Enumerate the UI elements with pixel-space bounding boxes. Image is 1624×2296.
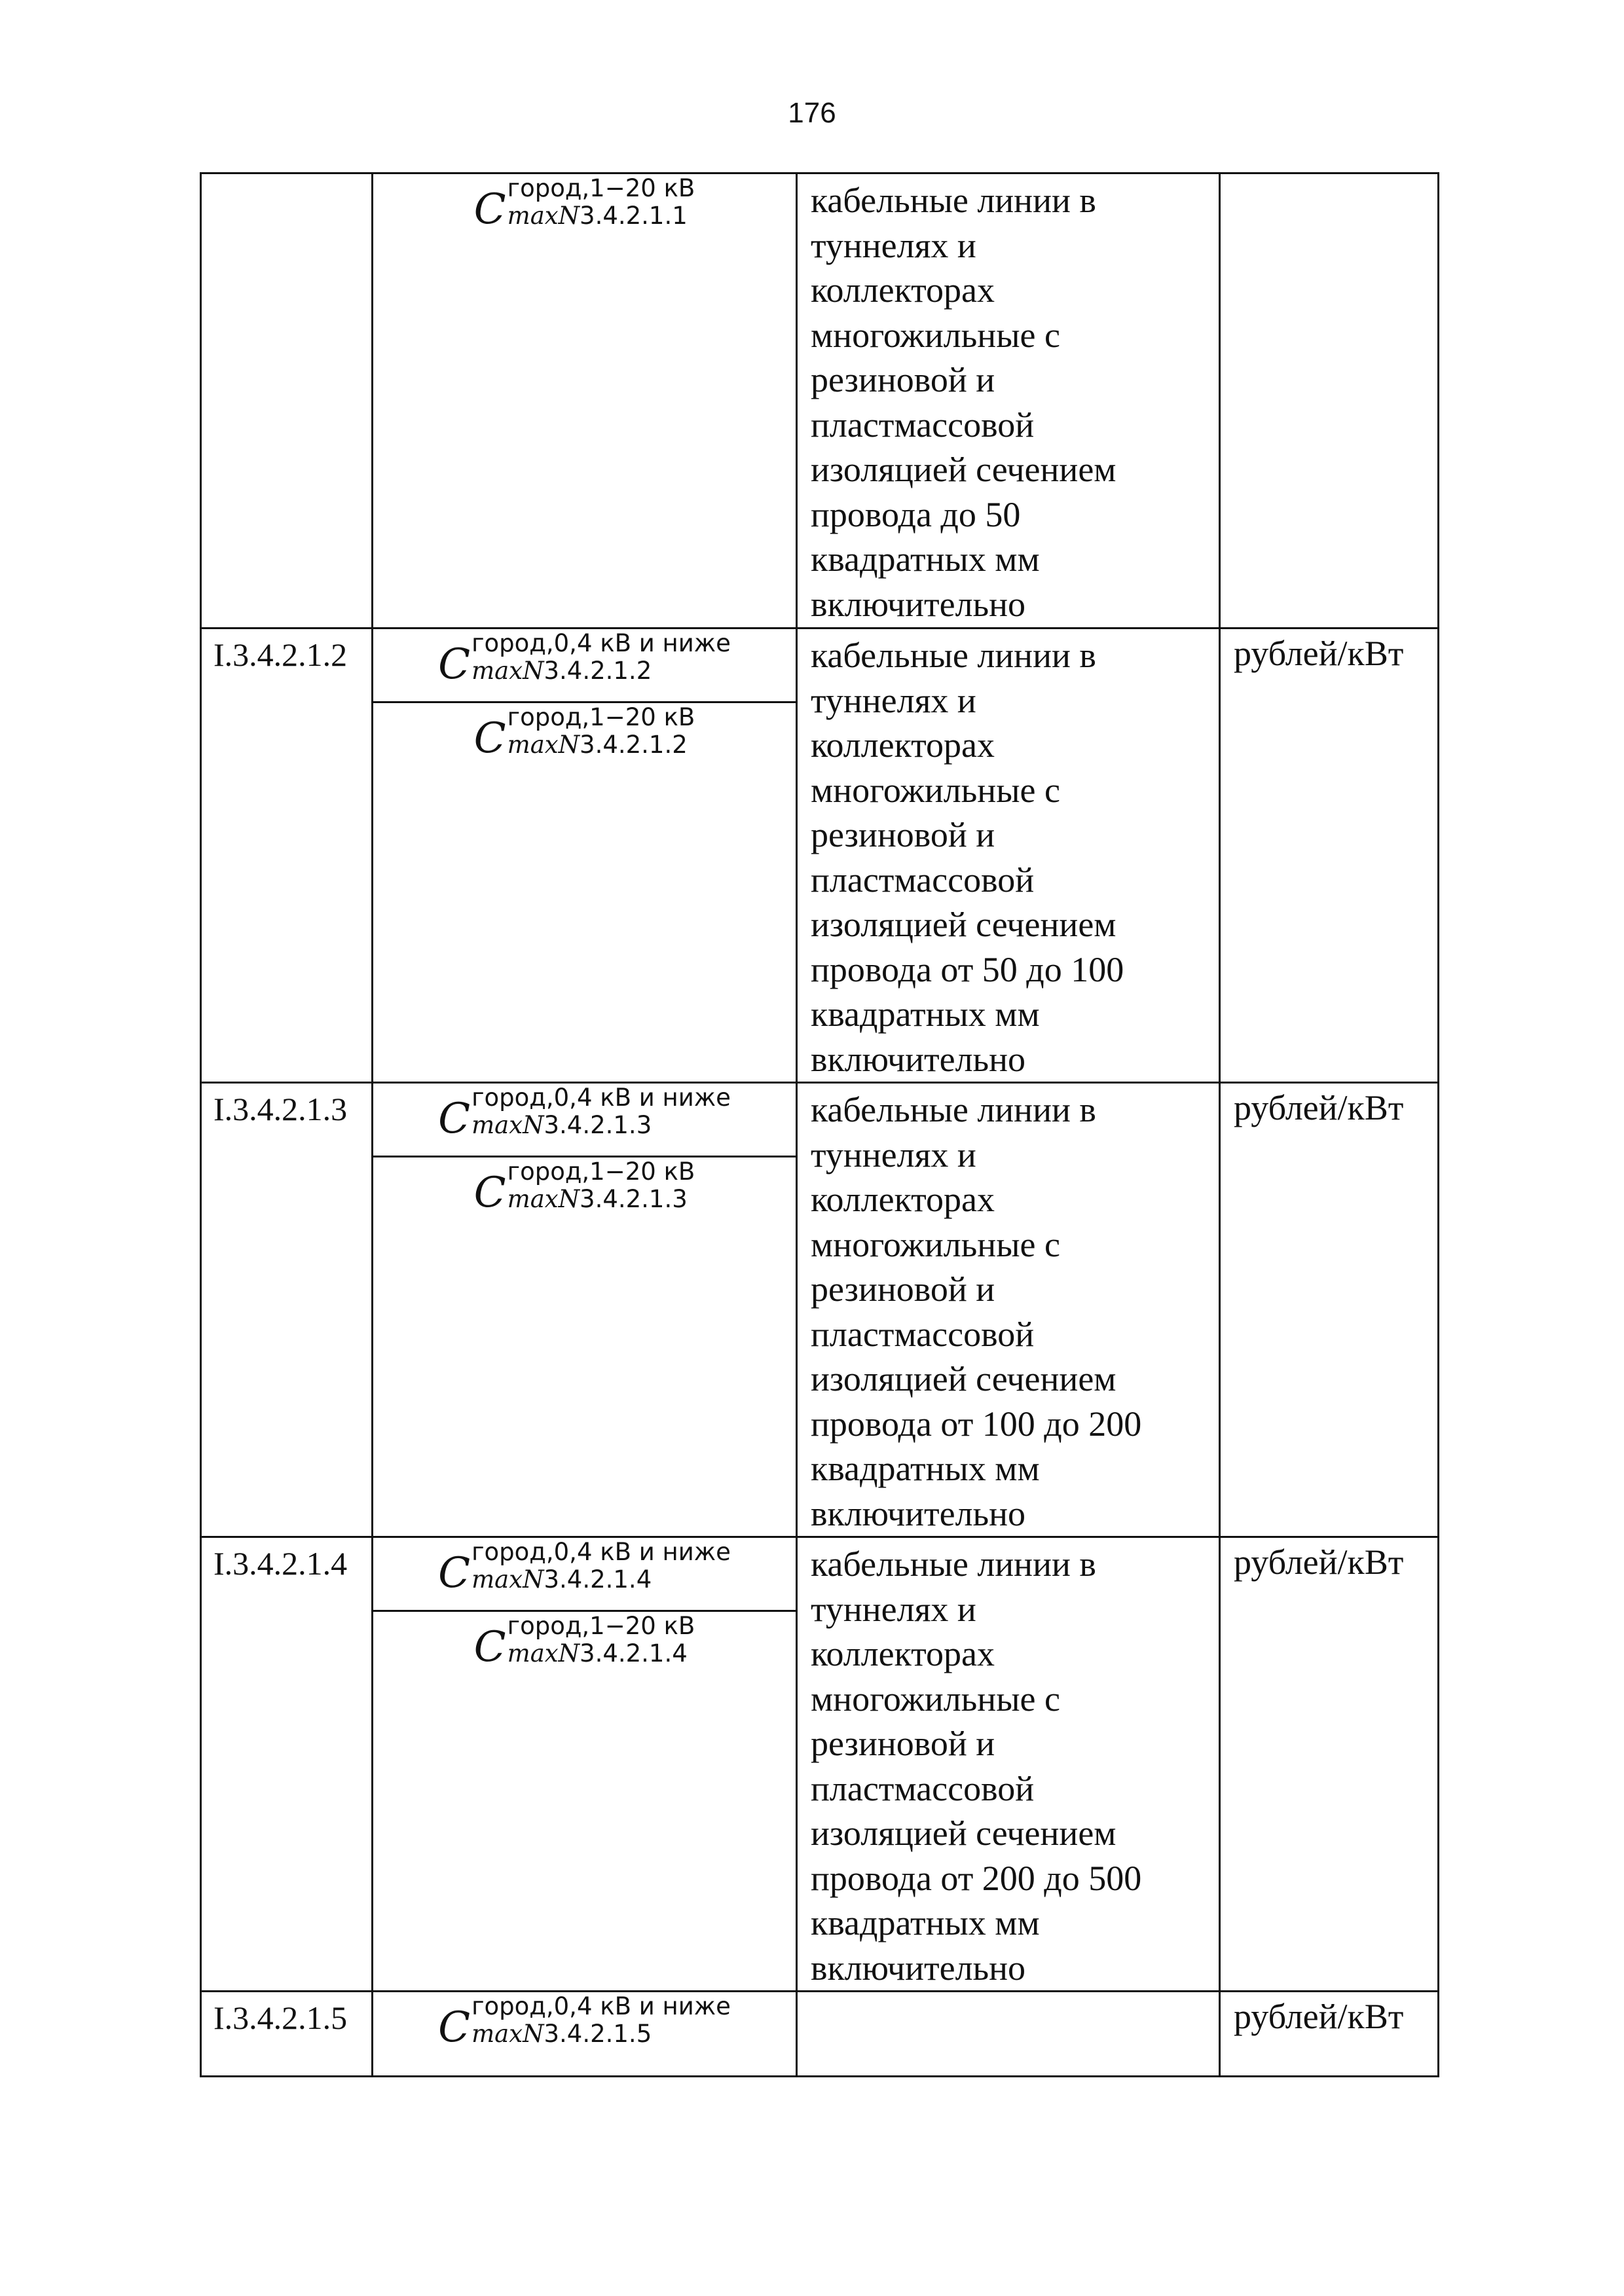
description-line: туннелях и <box>811 680 976 720</box>
description-line: туннелях и <box>811 1135 976 1175</box>
formula-subscript-number: 3.4.2.1.4 <box>544 1565 652 1594</box>
description-line: многожильные с <box>811 315 1060 355</box>
description-line: резиновой и <box>811 815 995 854</box>
formula-superscript: город,0,4 кВ и ниже <box>471 1084 731 1112</box>
formula-subscript <box>471 2021 731 2047</box>
row-description <box>797 1992 1220 2077</box>
formula-subscript-number: 3.4.2.1.2 <box>580 731 688 759</box>
formula-subscript <box>471 1112 731 1139</box>
description-line: туннелях и <box>811 225 976 265</box>
formula-subscript <box>471 658 731 684</box>
formula-expression <box>438 1538 731 1597</box>
description-line: изоляцией сечением <box>811 450 1116 489</box>
row-description <box>797 629 1220 1083</box>
formula-symbol: C <box>438 1549 471 1597</box>
description-line: многожильные с <box>811 1224 1060 1264</box>
formula-symbol: C <box>473 185 506 234</box>
formula-subscript-variable: maxN <box>507 731 580 759</box>
formula <box>373 1992 796 2064</box>
formula-symbol: C <box>438 640 471 689</box>
formula-superscript: город,1−20 кВ <box>507 174 695 202</box>
formula-subscript-variable: maxN <box>471 657 544 685</box>
row-code: I.3.4.2.1.5 <box>201 1992 373 2077</box>
tariff-table-body <box>201 173 1439 2077</box>
formula <box>373 701 796 775</box>
table-row <box>201 1537 1439 1992</box>
row-code: I.3.4.2.1.4 <box>201 1537 373 1992</box>
description-line: пластмассовой <box>811 860 1035 900</box>
description-line: изоляцией сечением <box>811 1813 1116 1853</box>
formula <box>373 1538 796 1610</box>
formula-symbol: C <box>473 714 506 763</box>
formula-expression <box>473 174 695 234</box>
description-line: кабельные линии в <box>811 636 1096 675</box>
description-line: квадратных мм <box>811 1449 1040 1488</box>
page-number: 176 <box>788 97 836 129</box>
formula-subscript-variable: maxN <box>507 1639 580 1667</box>
description-line: квадратных мм <box>811 1903 1040 1942</box>
formula-symbol: C <box>438 2003 471 2052</box>
row-description <box>797 1537 1220 1992</box>
formula-subscript-variable: maxN <box>471 1565 544 1594</box>
formula-subscript <box>507 1186 695 1212</box>
description-line: коллекторах <box>811 725 995 765</box>
formula-symbol: C <box>473 1623 506 1671</box>
row-code <box>201 173 373 629</box>
description-line: пластмассовой <box>811 1768 1035 1808</box>
description-line: пластмассовой <box>811 405 1035 445</box>
description-line: провода от 50 до 100 <box>811 949 1124 989</box>
formula <box>373 1156 796 1230</box>
description-line: включительно <box>811 584 1026 624</box>
description-line: пластмассовой <box>811 1314 1035 1354</box>
tariff-table <box>200 172 1439 2077</box>
formula-subscript-variable: maxN <box>471 1111 544 1139</box>
description-line: многожильные с <box>811 1679 1060 1719</box>
description-line: резиновой и <box>811 1724 995 1763</box>
row-code: I.3.4.2.1.2 <box>201 629 373 1083</box>
table-row <box>201 1992 1439 2077</box>
description-line: квадратных мм <box>811 539 1040 579</box>
formula-superscript: город,1−20 кВ <box>507 703 695 731</box>
formula <box>373 174 796 246</box>
formula-subscript-number: 3.4.2.1.4 <box>580 1639 688 1667</box>
row-formula-cell <box>373 1537 797 1992</box>
formula-subscript <box>507 1641 695 1667</box>
formula-expression <box>473 703 695 763</box>
formula-symbol: C <box>438 1095 471 1143</box>
row-unit: рублей/кВт <box>1220 629 1439 1083</box>
row-formula-cell <box>373 1992 797 2077</box>
formula-superscript: город,0,4 кВ и ниже <box>471 1538 731 1566</box>
formula <box>373 1084 796 1156</box>
row-unit: рублей/кВт <box>1220 1992 1439 2077</box>
formula-superscript: город,0,4 кВ и ниже <box>471 1992 731 2020</box>
row-unit: рублей/кВт <box>1220 1537 1439 1992</box>
formula-expression <box>473 1612 695 1671</box>
description-line: провода до 50 <box>811 494 1021 534</box>
description-line: многожильные с <box>811 770 1060 810</box>
formula-subscript <box>507 203 695 229</box>
description-line: кабельные линии в <box>811 1090 1096 1129</box>
table-row <box>201 629 1439 1083</box>
description-line: включительно <box>811 1039 1026 1079</box>
description-line: провода от 100 до 200 <box>811 1404 1142 1444</box>
description-line: коллекторах <box>811 270 995 310</box>
description-line: коллекторах <box>811 1180 995 1219</box>
formula-subscript-number: 3.4.2.1.3 <box>580 1185 688 1213</box>
description-line: квадратных мм <box>811 994 1040 1034</box>
formula-superscript: город,0,4 кВ и ниже <box>471 629 731 657</box>
table-row <box>201 173 1439 629</box>
row-formula-cell <box>373 1083 797 1537</box>
row-description <box>797 1083 1220 1537</box>
row-unit: рублей/кВт <box>1220 1083 1439 1537</box>
row-formula-cell <box>373 173 797 629</box>
description-line: включительно <box>811 1948 1026 1988</box>
formula-expression <box>438 629 731 689</box>
row-unit <box>1220 173 1439 629</box>
description-line: кабельные линии в <box>811 181 1096 220</box>
formula <box>373 629 796 701</box>
formula-expression <box>473 1157 695 1217</box>
formula-subscript-variable: maxN <box>471 2020 544 2048</box>
description-line: включительно <box>811 1493 1026 1533</box>
row-formula-cell <box>373 629 797 1083</box>
formula-expression <box>438 1084 731 1143</box>
formula-subscript-number: 3.4.2.1.2 <box>544 657 652 685</box>
description-line: изоляцией сечением <box>811 905 1116 944</box>
description-line: туннелях и <box>811 1589 976 1629</box>
formula-subscript-number: 3.4.2.1.1 <box>580 202 688 230</box>
table-row <box>201 1083 1439 1537</box>
formula-symbol: C <box>473 1169 506 1217</box>
formula-subscript-variable: maxN <box>507 202 580 230</box>
description-line: резиновой и <box>811 1269 995 1309</box>
formula-subscript-number: 3.4.2.1.3 <box>544 1111 652 1139</box>
description-line: резиновой и <box>811 360 995 399</box>
formula-expression <box>438 1992 731 2052</box>
formula-subscript <box>471 1567 731 1593</box>
description-line: провода от 200 до 500 <box>811 1858 1142 1898</box>
formula-subscript <box>507 732 695 758</box>
formula-subscript-number: 3.4.2.1.5 <box>544 2020 652 2048</box>
row-description <box>797 173 1220 629</box>
description-line: изоляцией сечением <box>811 1359 1116 1398</box>
formula-subscript-variable: maxN <box>507 1185 580 1213</box>
formula-superscript: город,1−20 кВ <box>507 1612 695 1640</box>
row-code: I.3.4.2.1.3 <box>201 1083 373 1537</box>
description-line: коллекторах <box>811 1634 995 1673</box>
formula-superscript: город,1−20 кВ <box>507 1157 695 1186</box>
description-line: кабельные линии в <box>811 1544 1096 1584</box>
formula <box>373 1610 796 1684</box>
